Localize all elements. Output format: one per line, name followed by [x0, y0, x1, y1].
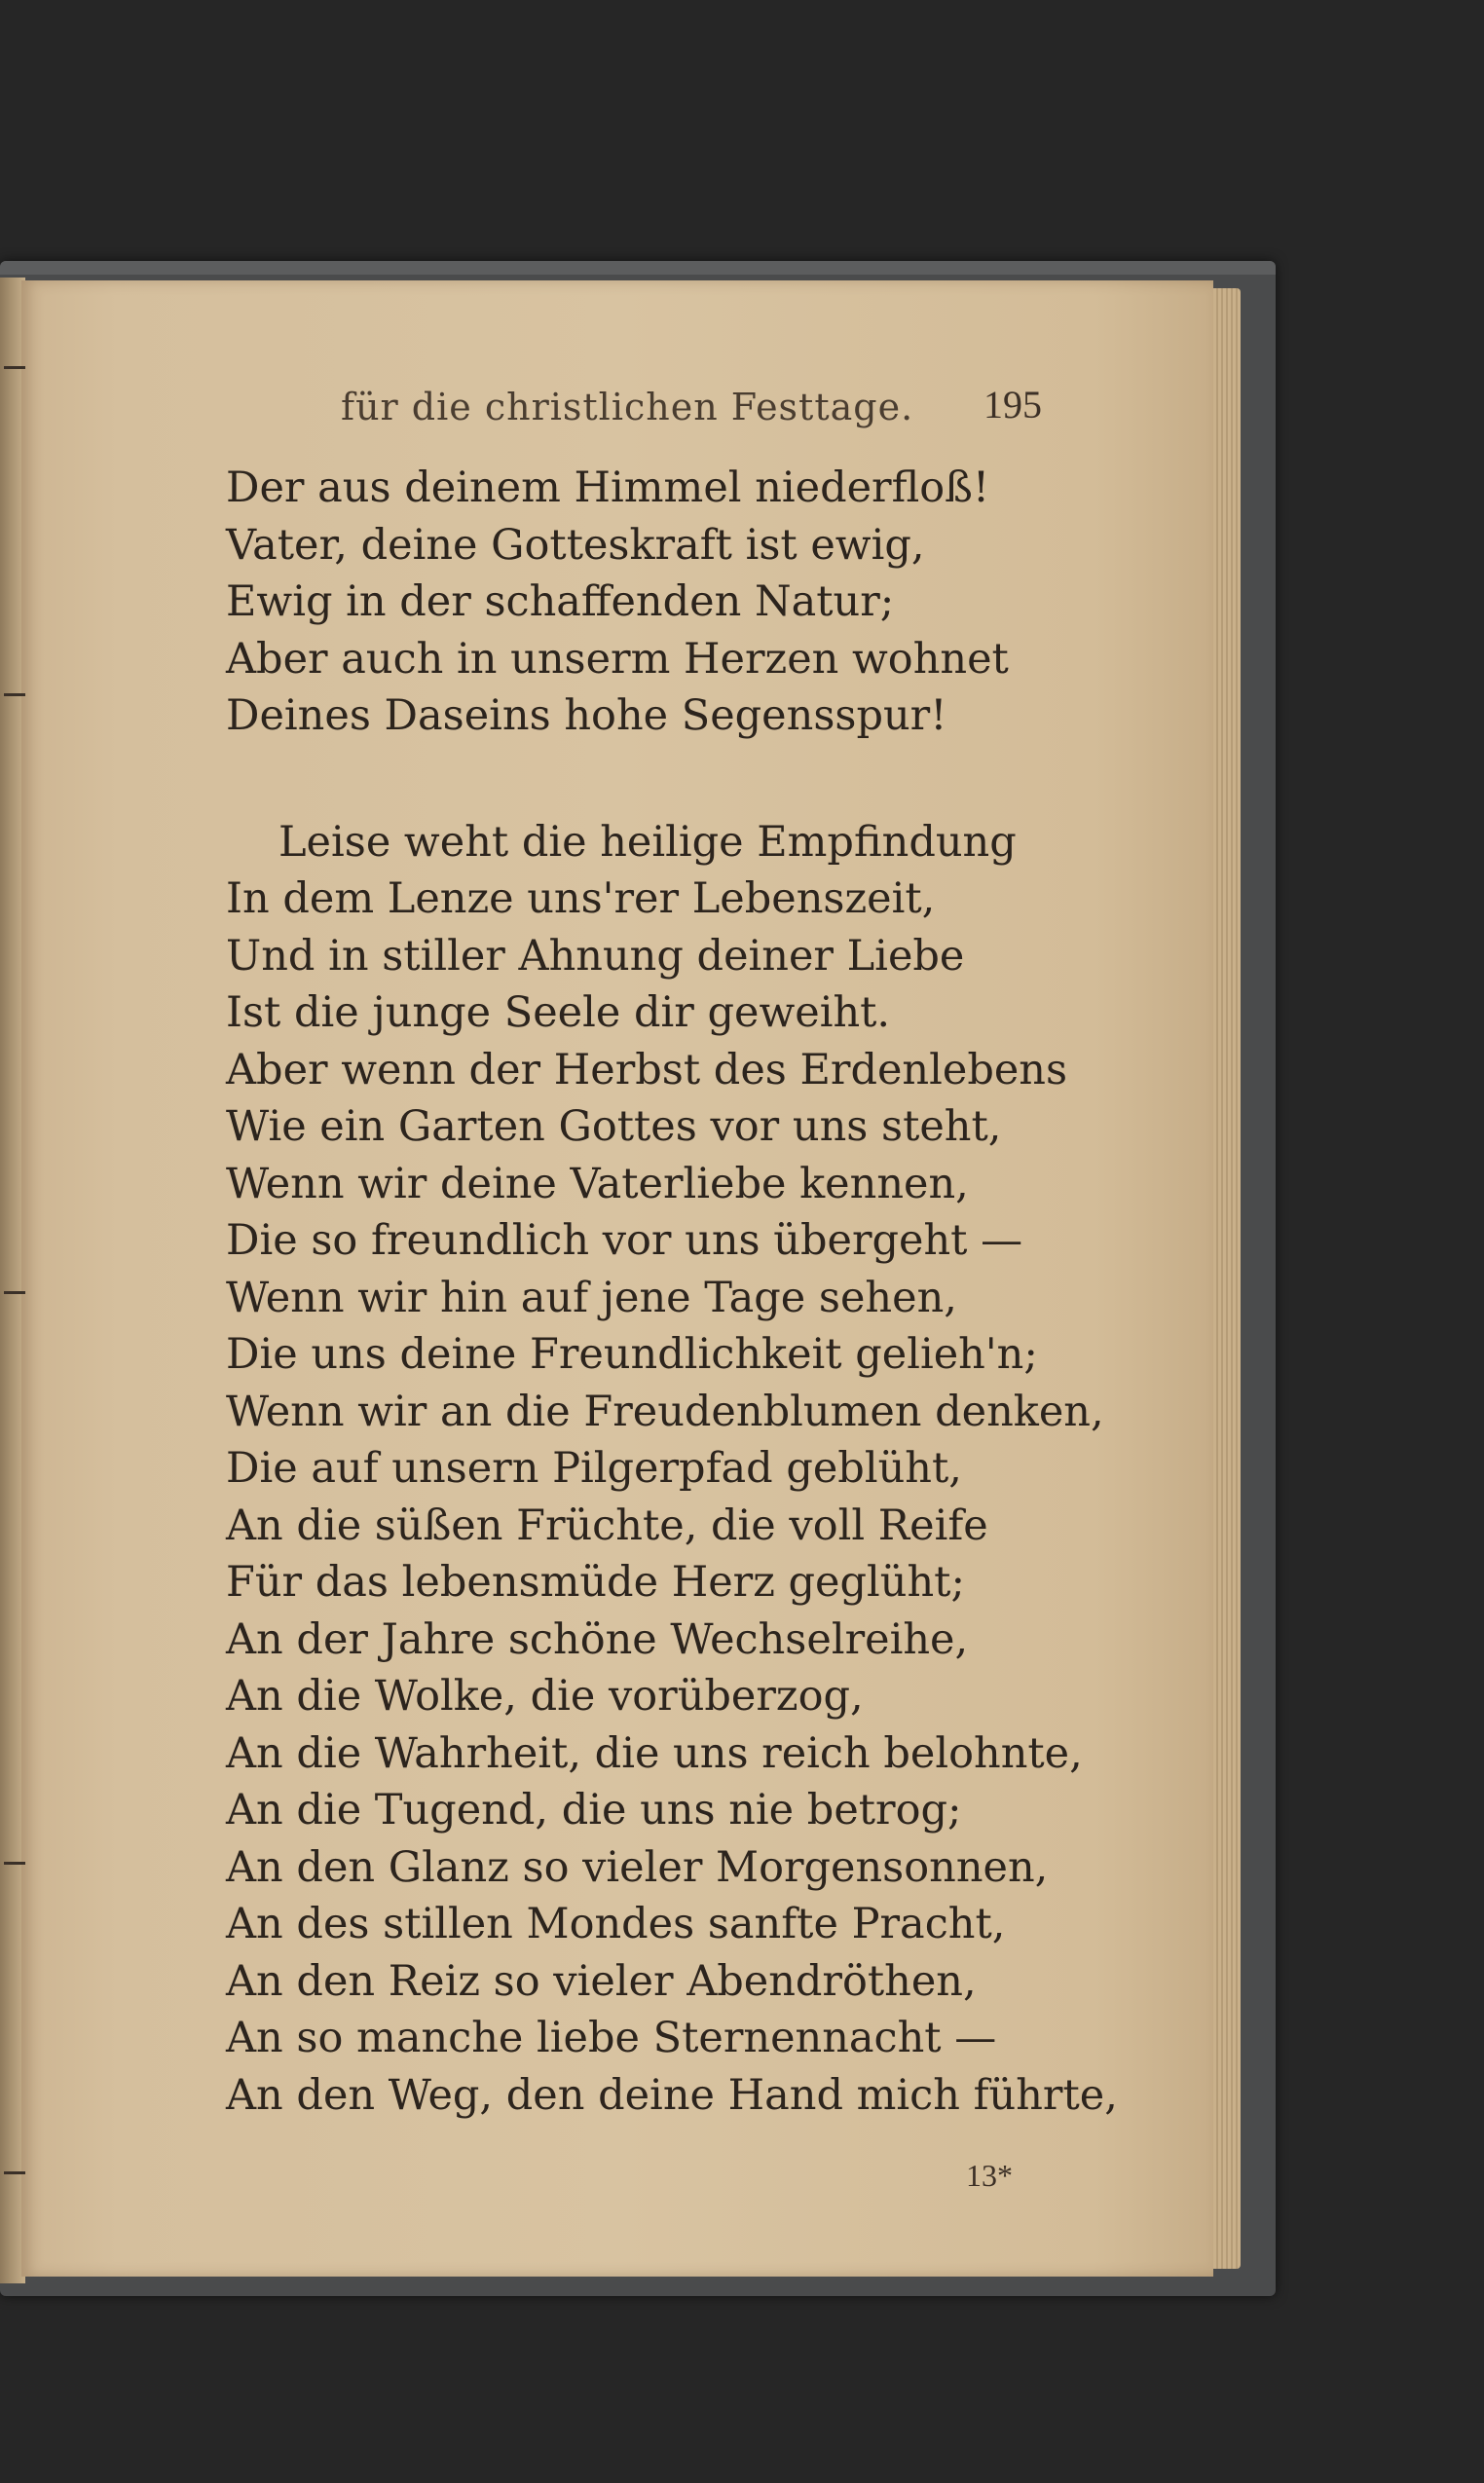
binding-thread-mark	[4, 2171, 25, 2174]
verse-line: Wenn wir deine Vaterliebe kennen,	[226, 1159, 969, 1208]
verse-line: Ist die junge Seele dir geweiht.	[226, 988, 891, 1037]
verse-line: Wenn wir hin auf jene Tage sehen,	[226, 1273, 957, 1322]
poem-text	[226, 460, 1118, 2124]
verse-line: An der Jahre schöne Wechselreihe,	[226, 1614, 969, 1664]
verse-line: In dem Lenze uns'rer Lebenszeit,	[226, 874, 936, 923]
verse-line: Aber auch in unserm Herzen wohnet	[226, 634, 1009, 684]
verse-line: Wenn wir an die Freudenblumen denken,	[226, 1387, 1104, 1436]
verse-line: Aber wenn der Herbst des Erdenlebens	[226, 1045, 1068, 1094]
binding-thread-mark	[4, 366, 25, 369]
verse-line: An so manche liebe Sternennacht —	[226, 2014, 997, 2062]
page-number: 195	[983, 383, 1042, 426]
verse-line: An den Reiz so vieler Abendröthen,	[226, 1956, 977, 2006]
verse-line: Vater, deine Gotteskraft ist ewig,	[226, 520, 925, 570]
verse-line: An des stillen Mondes sanfte Pracht,	[226, 1900, 1006, 1948]
verse-line: An die Wolke, die vorüberzog,	[226, 1672, 864, 1721]
verse-line: Wie ein Garten Gottes vor uns steht,	[226, 1102, 1002, 1151]
verse-line: Leise weht die heilige Empfindung	[278, 817, 1017, 867]
book-cover-edge	[0, 261, 1276, 275]
page-stack-edge	[1213, 288, 1241, 2269]
verse-line: Die uns deine Freundlichkeit gelieh'n;	[226, 1330, 1038, 1379]
verse-line: Deines Daseins hohe Segensspur!	[226, 691, 947, 740]
verse-line: An den Glanz so vieler Morgensonnen,	[226, 1842, 1049, 1892]
verse-line: Die auf unsern Pilgerpfad geblüht,	[226, 1444, 962, 1493]
verse-line: Für das lebensmüde Herz geglüht;	[226, 1558, 965, 1607]
binding-thread-mark	[4, 693, 25, 696]
stanza-gap	[226, 745, 1102, 814]
verse-line: Der aus deinem Himmel niederfloß!	[226, 463, 990, 512]
verse-line: An die Tugend, die uns nie betrog;	[226, 1786, 962, 1834]
verse-line: Und in stiller Ahnung deiner Liebe	[226, 931, 965, 981]
binding-thread-mark	[4, 1862, 25, 1865]
verse-line: An den Weg, den deine Hand mich führte,	[226, 2070, 1118, 2120]
running-title: für die christlichen Festtage.	[341, 386, 914, 428]
verse-line: An die süßen Früchte, die voll Reife	[226, 1501, 988, 1550]
verse-line: Ewig in der schaffenden Natur;	[226, 577, 895, 626]
binding-thread-mark	[4, 1291, 25, 1294]
signature-mark: 13*	[966, 2158, 1013, 2193]
verse-line: An die Wahrheit, die uns reich belohnte,	[226, 1728, 1083, 1778]
verse-line: Die so freundlich vor uns übergeht —	[226, 1216, 1023, 1265]
